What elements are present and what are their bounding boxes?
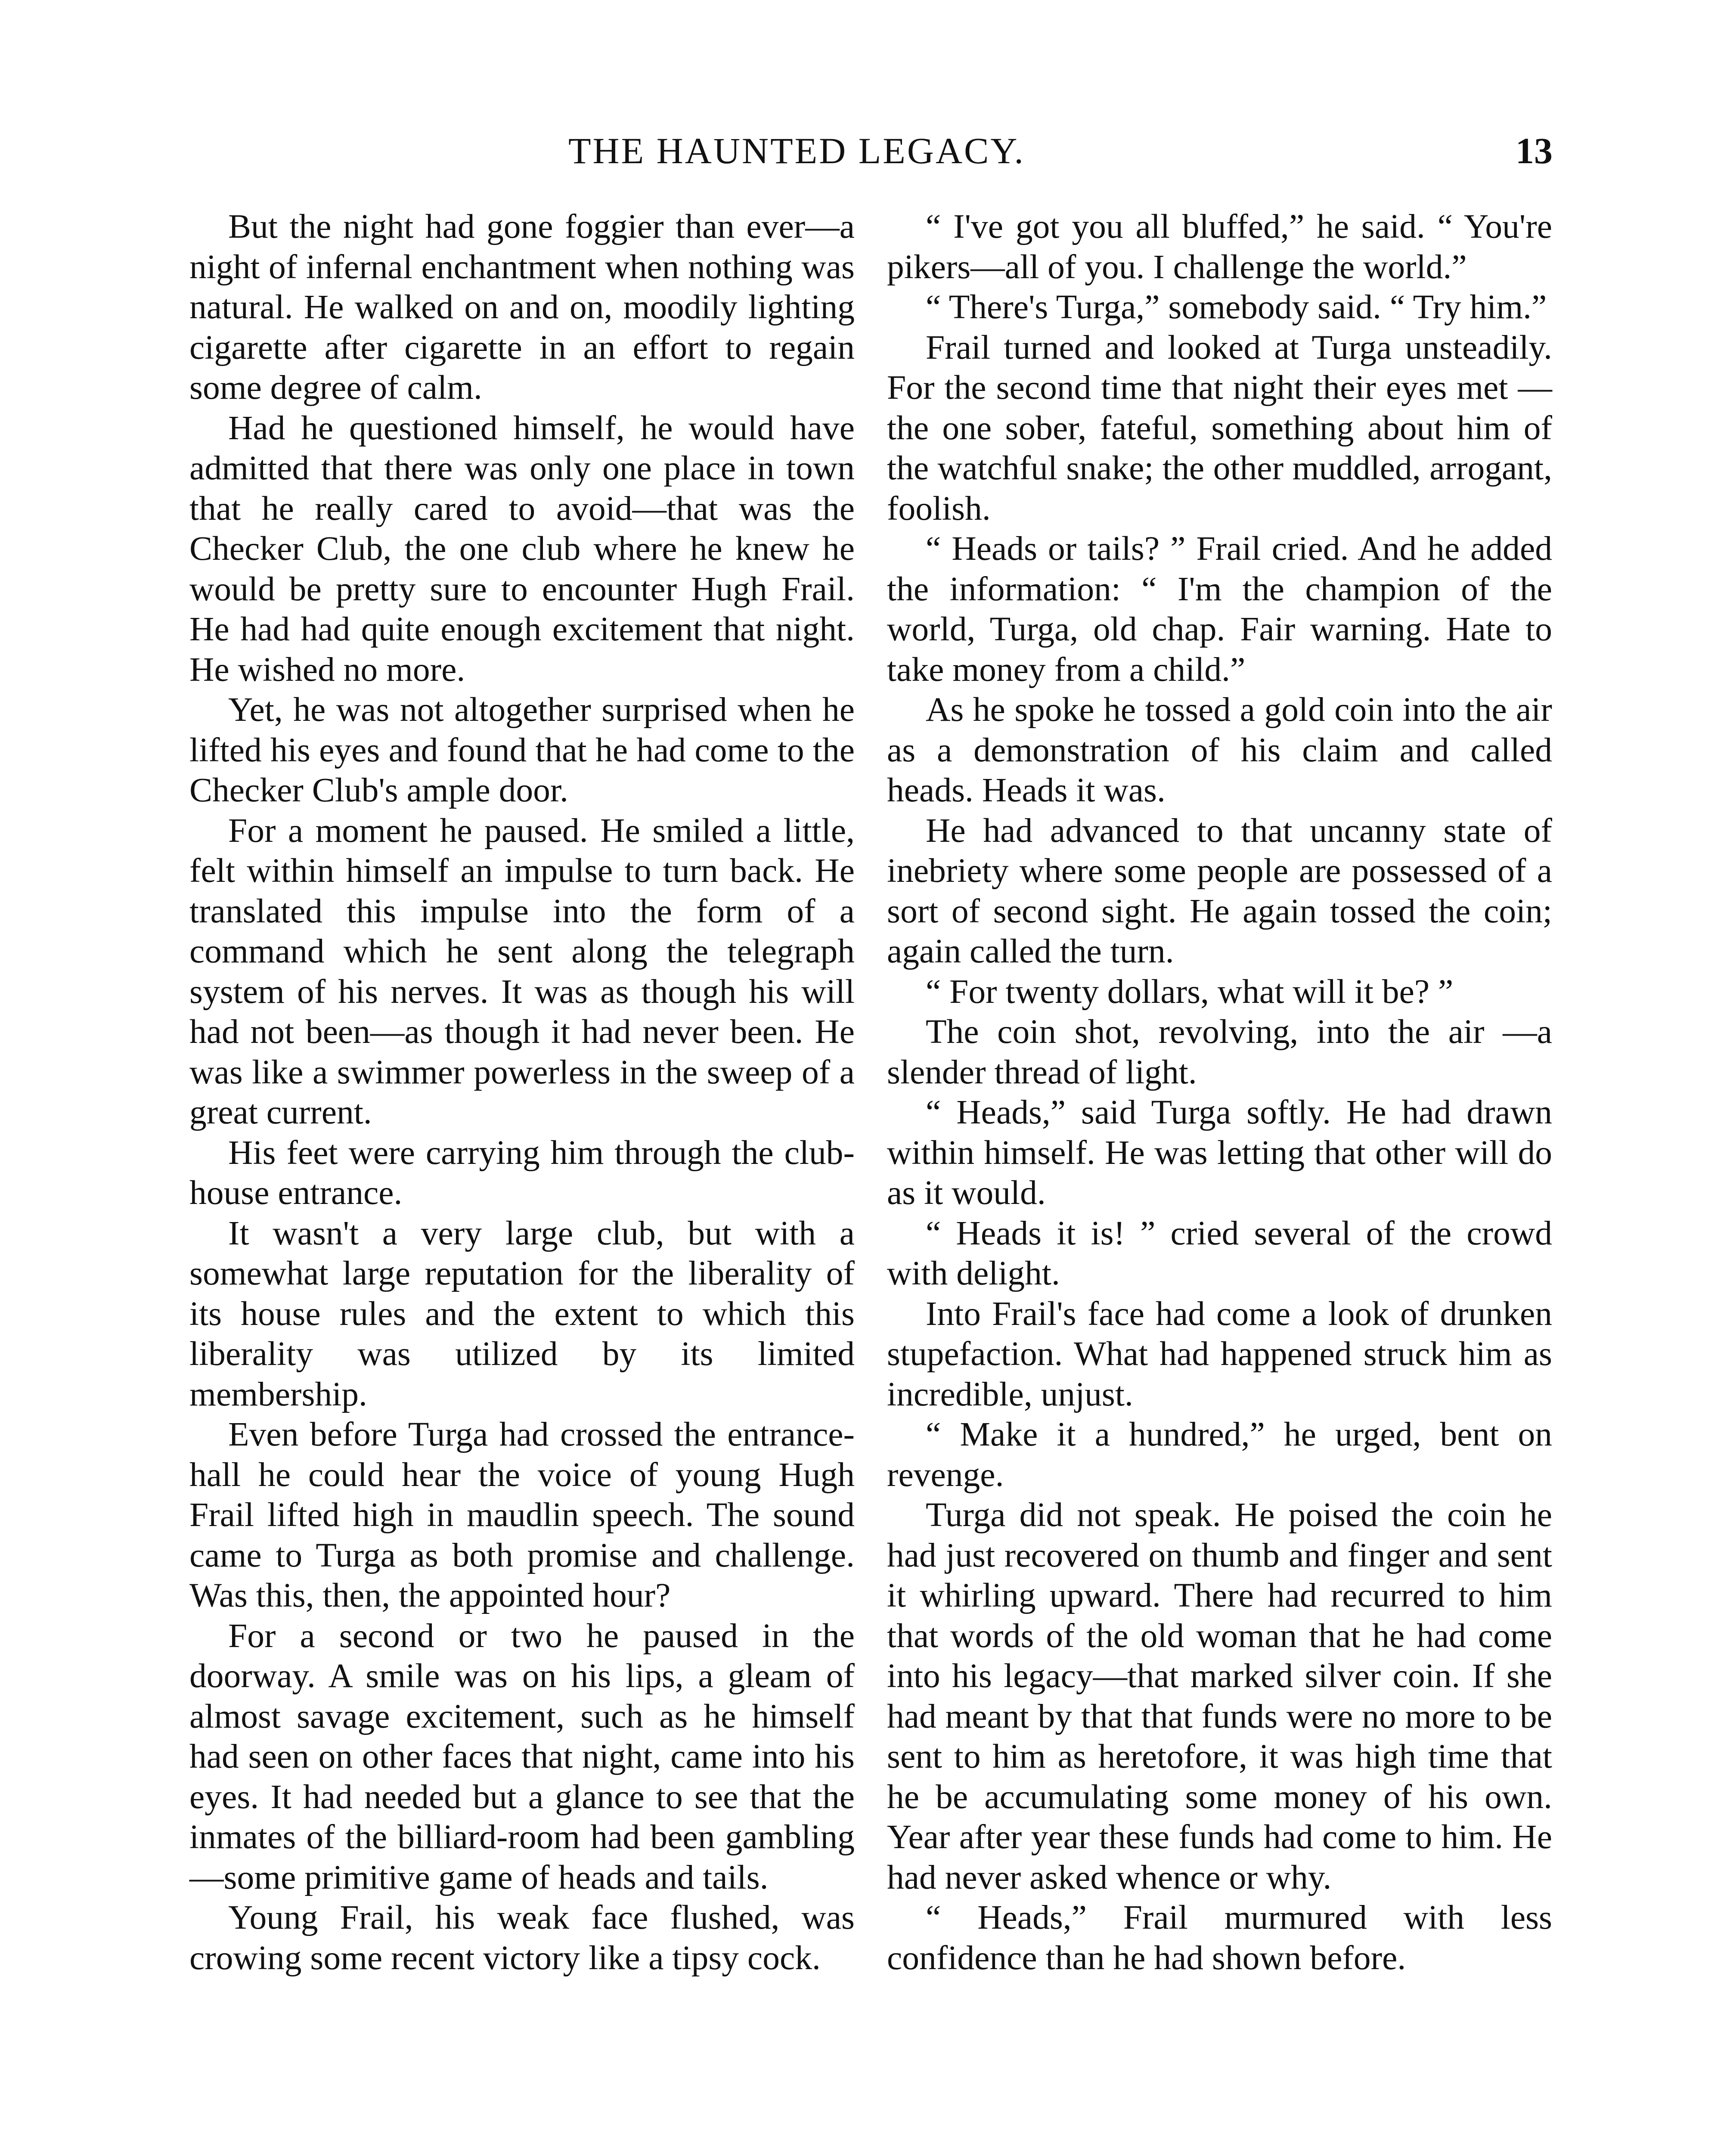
page-number: 13 xyxy=(1516,130,1553,171)
paragraph: Turga did not speak. He poised the coin he had just recovered on thumb and finger and sent it whirling upward. There had recurred to him that words of the old woman that he had come into his legacy—that marked silver coin. If she had meant by that that funds were no more to be sent to him as heretofore, it was high time that he be accumulating some money of his own. Year after year these funds had come to him. He had never asked whence or why. xyxy=(887,1496,1552,1896)
right-column xyxy=(887,207,1552,1978)
paragraph: Into Frail's face had come a look of drunken stupefaction. What had happened struck him as incredible, unjust. xyxy=(887,1294,1552,1413)
paragraph: The coin shot, revolving, into the air —a slender thread of light. xyxy=(887,1013,1552,1091)
paragraph: For a second or two he paused in the doorway. A smile was on his lips, a gleam of almost savage excitement, such as he himself had seen on other faces that night, came into his eyes. It had needed but a glance to see that the inmates of the billiard-room had been gambling—some primitive game of heads and tails. xyxy=(189,1616,855,1896)
paragraph: Yet, he was not altogether surprised when he lifted his eyes and found that he had come to the Checker Club's ample door. xyxy=(189,691,855,809)
paragraph: “ Heads it is! ” cried several of the crowd with delight. xyxy=(887,1214,1552,1292)
paragraph: “ There's Turga,” somebody said. “ Try him.” xyxy=(926,288,1547,326)
paragraph: “ Make it a hundred,” he urged, bent on revenge. xyxy=(887,1415,1552,1494)
paragraph: His feet were carrying him through the club-house entrance. xyxy=(189,1133,855,1212)
paragraph: “ Heads,” said Turga softly. He had drawn within himself. He was letting that other will do as it would. xyxy=(887,1093,1552,1212)
paragraph: “ Heads or tails? ” Frail cried. And he added the information: “ I'm the champion of the world, Turga, old chap. Fair warning. Hate to take money from a child.” xyxy=(887,530,1552,689)
paragraph: It wasn't a very large club, but with a somewhat large reputation for the liberality of its house rules and the extent to which this liberality was utilized by its limited membership. xyxy=(189,1214,855,1413)
paragraph: Even before Turga had crossed the entrance-hall he could hear the voice of young Hugh Frail lifted high in maudlin speech. The sound came to Turga as both promise and challenge. Was this, then, the appointed hour? xyxy=(189,1415,855,1614)
paragraph: “ I've got you all bluffed,” he said. “ You're pikers—all of you. I challenge the world.” xyxy=(887,208,1552,286)
paragraph: As he spoke he tossed a gold coin into the air as a demonstration of his claim and called heads. Heads it was. xyxy=(887,691,1552,809)
page-header xyxy=(0,125,1736,177)
paragraph: Had he questioned himself, he would have admitted that there was only one place in town that he really cared to avoid—that was the Checker Club, the one club where he knew he would be pretty sure to encounter Hugh Frail. He had had quite enough excitement that night. He wished no more. xyxy=(189,409,855,689)
running-title: THE HAUNTED LEGACY. xyxy=(568,130,1025,171)
paragraph: Frail turned and looked at Turga unsteadily. For the second time that night their eyes met — the one sober, fateful, something about him of the watchful snake; the other muddled, arrogant, foolish. xyxy=(887,328,1552,527)
paragraph: But the night had gone foggier than ever—a night of infernal enchantment when nothing was natural. He walked on and on, moodily lighting cigarette after cigarette in an effort to regain some degree of calm. xyxy=(189,208,855,406)
paragraph: “ Heads,” Frail murmured with less confidence than he had shown before. xyxy=(887,1899,1552,1977)
paragraph: Young Frail, his weak face flushed, was crowing some recent victory like a tipsy cock. xyxy=(189,1899,855,1977)
paragraph: For a moment he paused. He smiled a little, felt within himself an impulse to turn back. He translated this impulse into the form of a command which he sent along the telegraph system of his nerves. It was as though his will had not been—as though it had never been. He was like a swimmer powerless in the sweep of a great current. xyxy=(189,811,855,1131)
paragraph: “ For twenty dollars, what will it be? ” xyxy=(926,972,1454,1011)
paragraph: He had advanced to that uncanny state of inebriety where some people are possessed of a sort of second sight. He again tossed the coin; again called the turn. xyxy=(887,811,1552,970)
left-column xyxy=(189,207,855,1978)
